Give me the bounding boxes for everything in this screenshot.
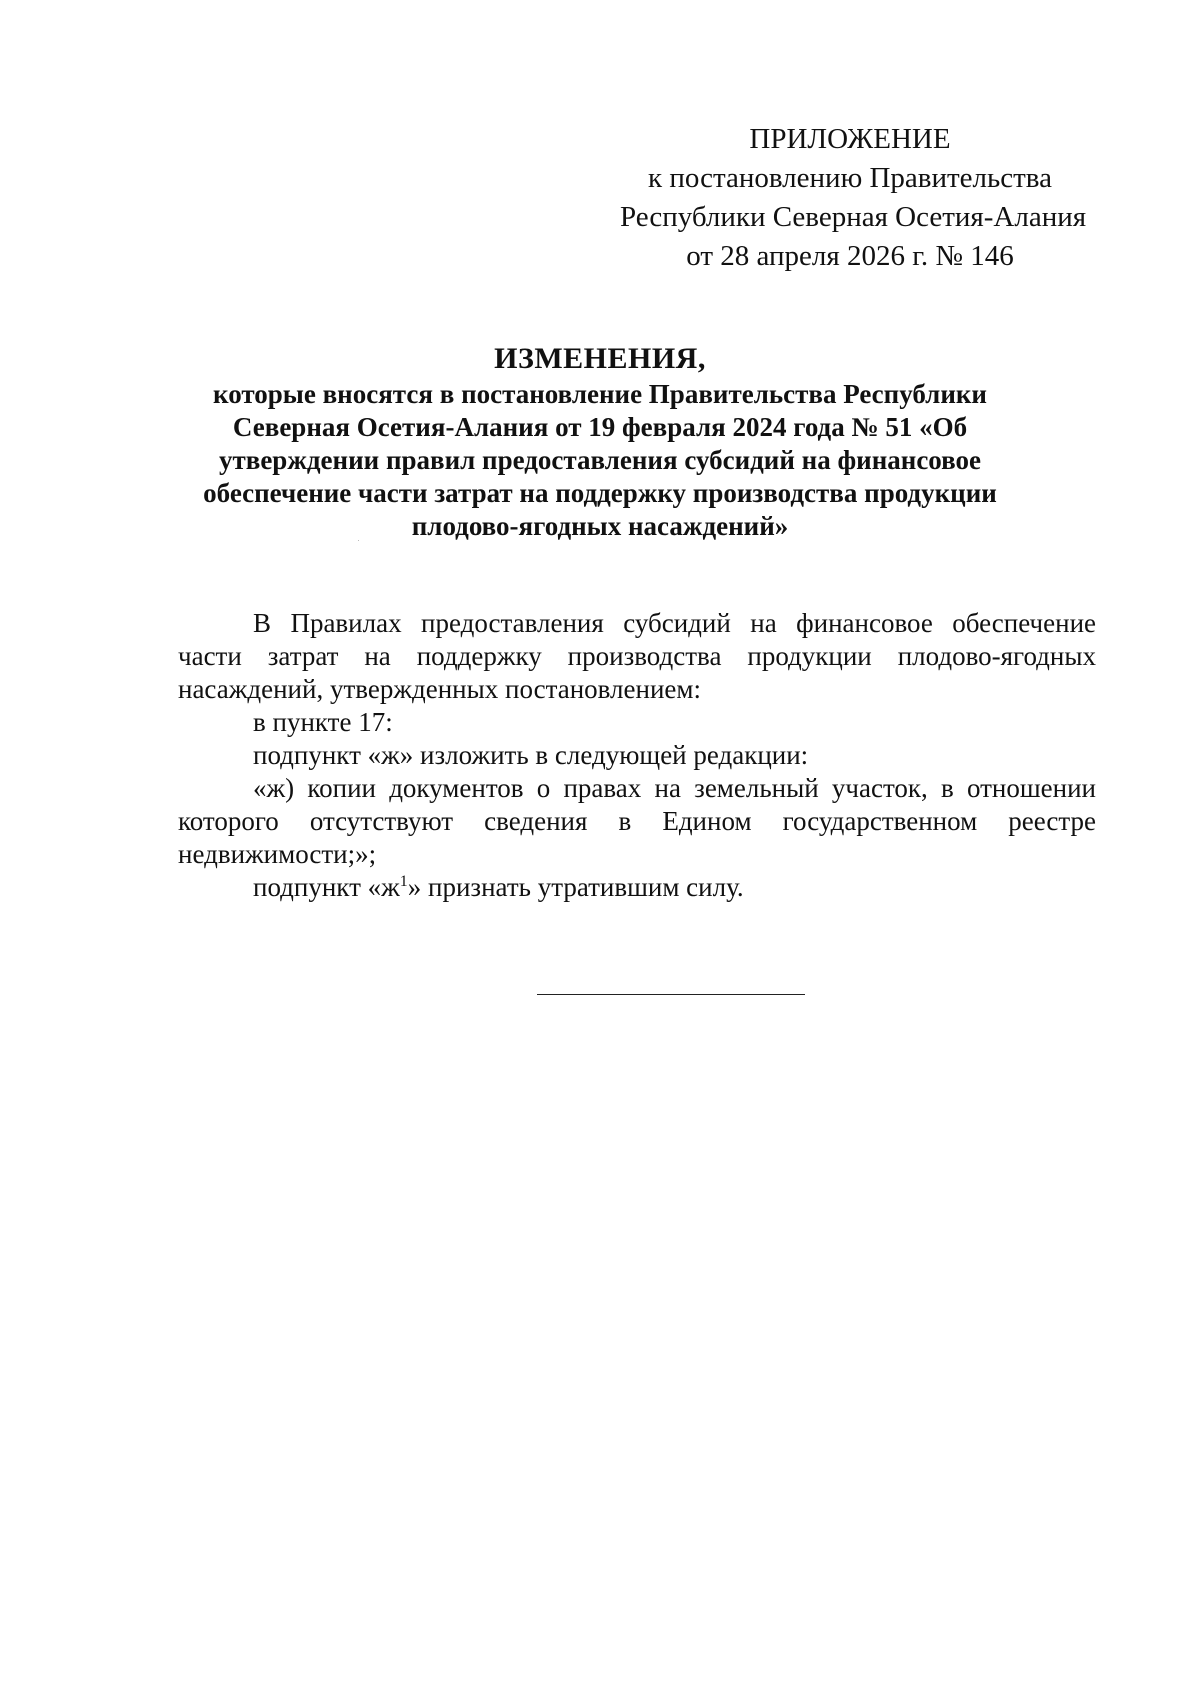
paragraph-line: недвижимости;»; bbox=[178, 839, 377, 869]
paragraph-line: насаждений, утвержденных постановлением: bbox=[178, 674, 701, 704]
scan-speck bbox=[358, 540, 359, 541]
heading-title: ИЗМЕНЕНИЯ, bbox=[494, 342, 706, 375]
appendix-republic: Республики Северная Осетия-Алания bbox=[620, 201, 1087, 233]
repeal-text-start: подпункт «ж bbox=[253, 872, 400, 902]
paragraph-line: части затрат на поддержку производства продукции плодово-ягодных bbox=[178, 641, 1096, 671]
repeal-superscript: 1 bbox=[399, 873, 408, 890]
heading-subtitle-line: утверждении правил предоставления субсидий на финансовое bbox=[218, 445, 982, 475]
appendix-title: ПРИЛОЖЕНИЕ bbox=[749, 123, 951, 155]
end-of-document-line bbox=[537, 994, 805, 995]
paragraph-line: В Правилах предоставления субсидий на финансовое обеспечение bbox=[253, 608, 1096, 638]
heading-subtitle bbox=[180, 378, 1020, 543]
appendix-date-number: от 28 апреля 2026 г. № 146 bbox=[686, 240, 1014, 272]
paragraph-subclause-edit: подпункт «ж» изложить в следующей редакции: bbox=[253, 740, 809, 770]
appendix-block bbox=[620, 120, 1087, 276]
heading-subtitle-line: которые вносятся в постановление Правительства Республики bbox=[213, 379, 987, 409]
paragraph-new-wording bbox=[178, 772, 1096, 871]
paragraph-repeal bbox=[178, 871, 1096, 904]
heading-subtitle-line: обеспечение части затрат на поддержку производства продукции bbox=[203, 478, 997, 508]
paragraph-clause: в пункте 17: bbox=[253, 707, 393, 737]
appendix-to-resolution: к постановлению Правительства bbox=[648, 162, 1052, 194]
heading-subtitle-line: Северная Осетия-Алания от 19 февраля 2024 года № 51 «Об bbox=[232, 412, 968, 442]
heading-subtitle-line: плодово-ягодных насаждений» bbox=[411, 511, 789, 541]
document-body bbox=[178, 607, 1096, 904]
paragraph-line: которого отсутствуют сведения в Едином государственном реестре bbox=[178, 806, 1096, 836]
paragraph-line: «ж) копии документов о правах на земельный участок, в отношении bbox=[253, 773, 1096, 803]
repeal-text-end: » признать утратившим силу. bbox=[407, 872, 744, 902]
paragraph-rules bbox=[178, 607, 1096, 706]
document-heading bbox=[180, 340, 1020, 543]
